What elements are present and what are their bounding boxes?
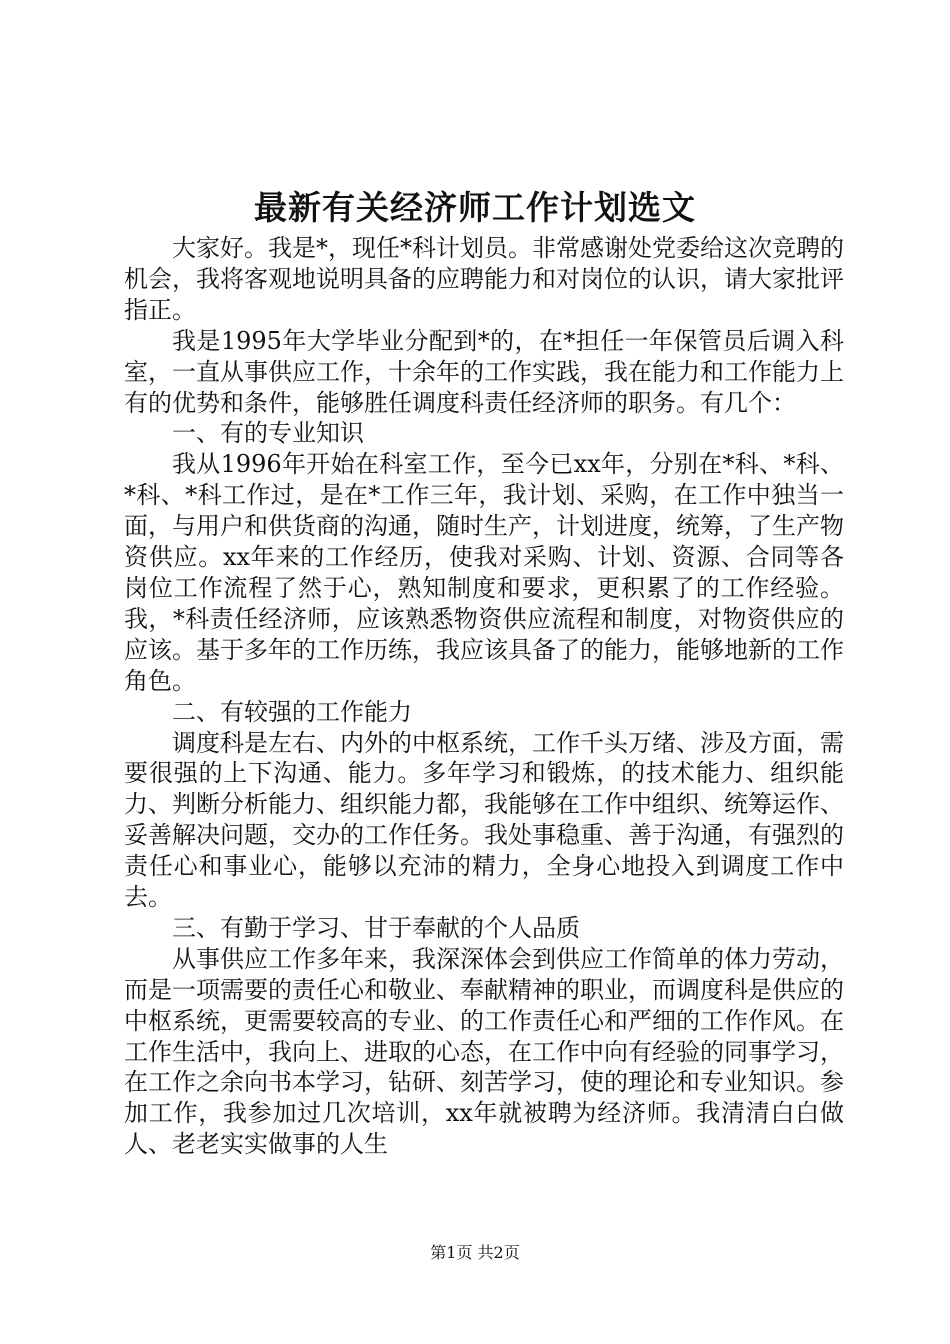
paragraph-section-3: 从事供应工作多年来，我深深体会到供应工作简单的体力劳动，而是一项需要的责任心和敬业、奉献精神的职业，而调度科是供应的中枢系统，更需要较高的专业、的工作责任心和严细的工作作风。在工作生活中，我向上、进取的心态，在工作中向有经验的同事学习，在工作之余向书本学习，钻研、刻苦学习，使的理论和专业知识。参加工作，我参加过几次培训，xx年就被聘为经济师。我清清白白做人、老老实实做事的人生 xyxy=(124,944,844,1159)
paragraph-section-1: 我从1996年开始在科室工作，至今已xx年，分别在*科、*科、*科、*科工作过，是在*工作三年，我计划、采购，在工作中独当一面，与用户和供货商的沟通，随时生产，计划进度，统筹，了生产物资供应。xx年来的工作经历，使我对采购、计划、资源、合同等各岗位工作流程了然于心，熟知制度和要求，更积累了的工作经验。我，*科责任经济师，应该熟悉物资供应流程和制度，对物资供应的应该。基于多年的工作历练，我应该具备了的能力，能够地新的工作角色。 xyxy=(124,450,844,695)
paragraph-section-2: 调度科是左右、内外的中枢系统，工作千头万绪、涉及方面，需要很强的上下沟通、能力。多年学习和锻炼，的技术能力、组织能力、判断分析能力、组织能力都，我能够在工作中组织、统筹运作、妥善解决问题，交办的工作任务。我处事稳重、善于沟通，有强烈的责任心和事业心，能够以充沛的精力，全身心地投入到调度工作中去。 xyxy=(124,728,844,912)
document-title: 最新有关经济师工作计划选文 xyxy=(254,188,696,227)
section-heading-1: 一、有的专业知识 xyxy=(172,419,364,448)
document-body xyxy=(124,233,844,1160)
section-heading-3: 三、有勤于学习、甘于奉献的个人品质 xyxy=(172,913,580,942)
paragraph-background: 我是1995年大学毕业分配到*的，在*担任一年保管员后调入科室，一直从事供应工作，十余年的工作实践，我在能力和工作能力上有的优势和条件，能够胜任调度科责任经济师的职务。有几个： xyxy=(124,326,844,417)
section-heading-2: 二、有较强的工作能力 xyxy=(172,697,412,726)
page-footer: 第1页 共2页 xyxy=(430,1243,520,1262)
paragraph-intro: 大家好。我是*，现任*科计划员。非常感谢处党委给这次竞聘的机会，我将客观地说明具备的应聘能力和对岗位的认识，请大家批评指正。 xyxy=(124,234,844,324)
